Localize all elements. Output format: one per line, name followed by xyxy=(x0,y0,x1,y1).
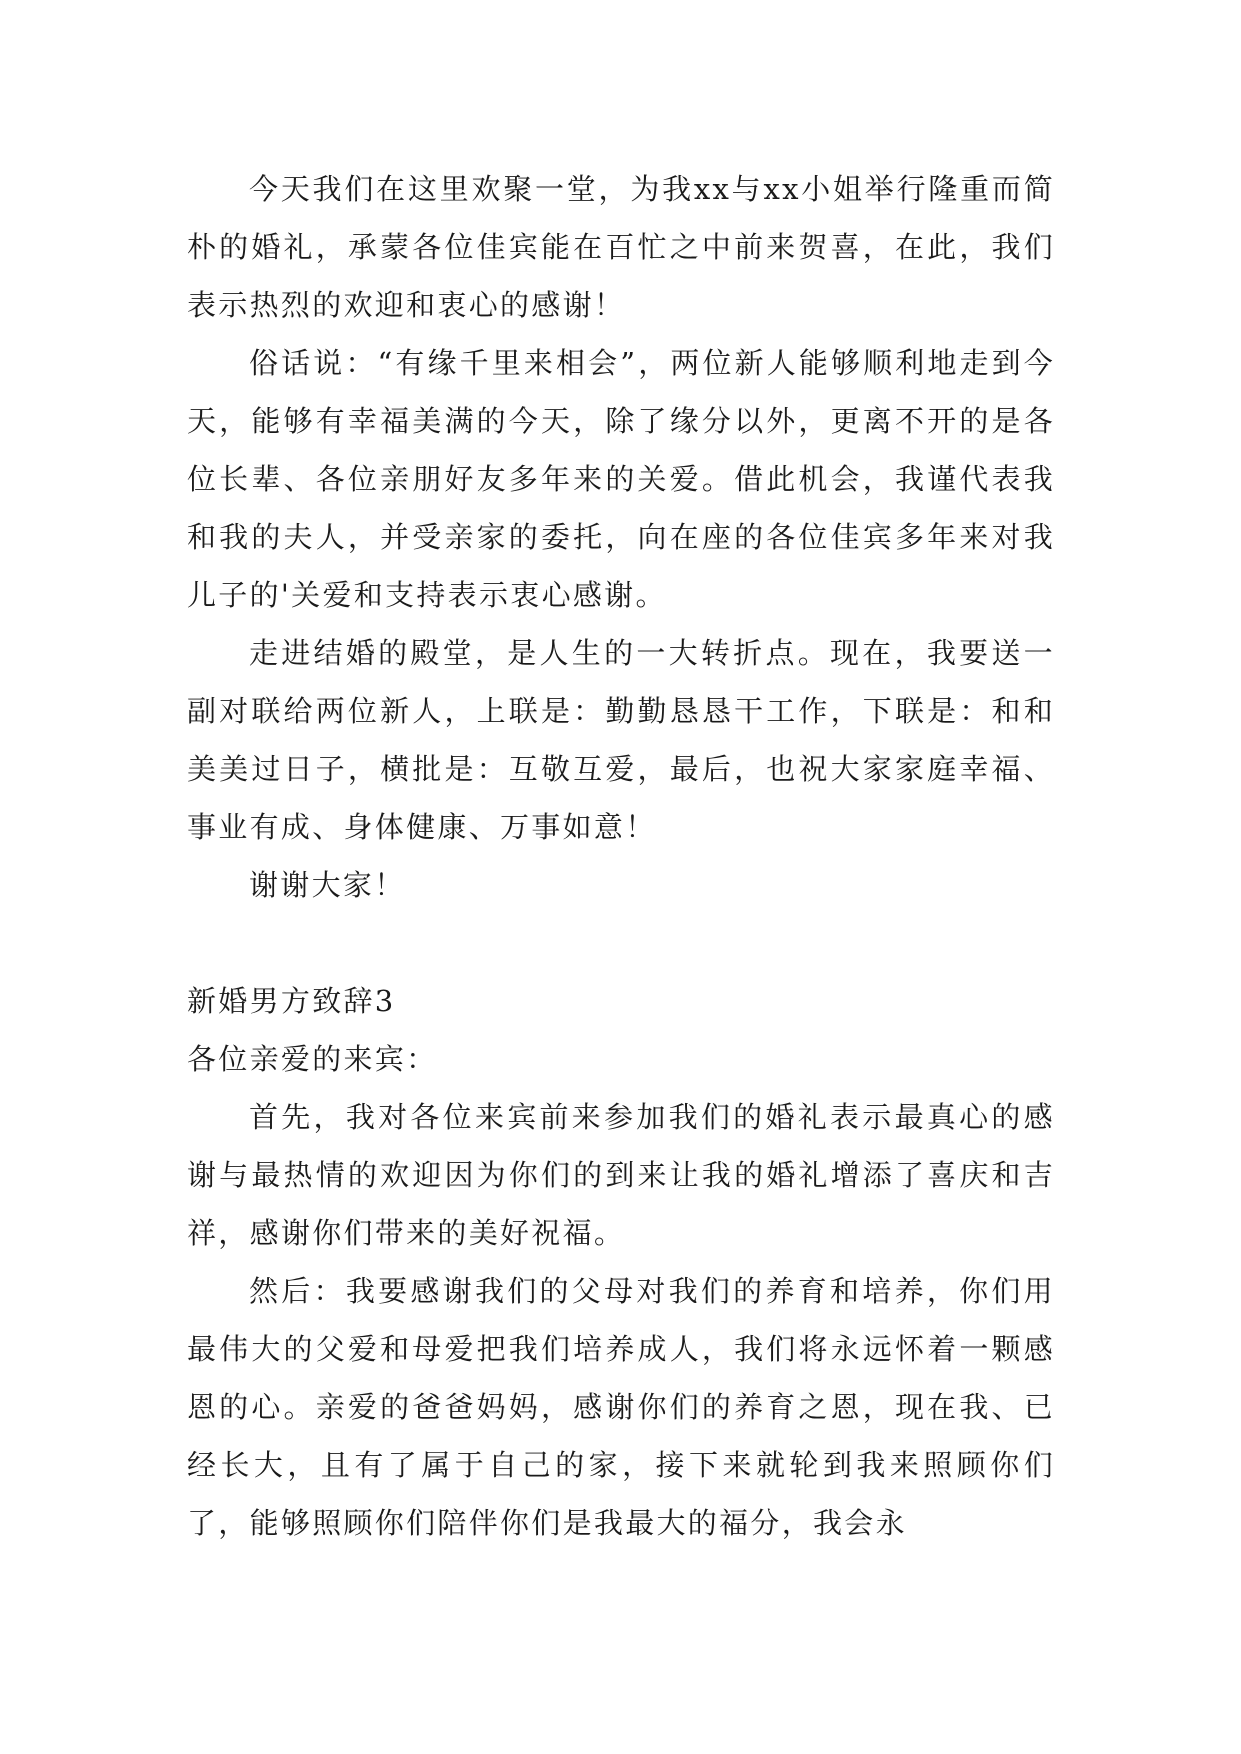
paragraph-thanks: 谢谢大家！ xyxy=(249,868,406,902)
paragraph-welcome: 今天我们在这里欢聚一堂，为我xx与xx小姐举行隆重而简朴的婚礼，承蒙各位佳宾能在百忙之中前来贺喜，在此，我们表示热烈的欢迎和衷心的感谢！ xyxy=(187,172,1055,322)
paragraph-couplet: 走进结婚的殿堂，是人生的一大转折点。现在，我要送一副对联给两位新人，上联是：勤勤恳恳干工作，下联是：和和美美过日子，横批是：互敬互爱，最后，也祝大家家庭幸福、事业有成、身体健康、万事如意！ xyxy=(187,636,1055,844)
paragraph-gratitude-parents: 然后：我要感谢我们的父母对我们的养育和培养，你们用最伟大的父爱和母爱把我们培养成人，我们将永远怀着一颗感恩的心。亲爱的爸爸妈妈，感谢你们的养育之恩，现在我、已经长大，且有了属于自己的家，接下来就轮到我来照顾你们了，能够照顾你们陪伴你们是我最大的福分，我会永 xyxy=(187,1274,1055,1540)
document-body xyxy=(187,160,1055,1552)
salutation: 各位亲爱的来宾： xyxy=(187,1042,438,1076)
paragraph-proverb: 俗话说：“有缘千里来相会”，两位新人能够顺利地走到今天，能够有幸福美满的今天，除了缘分以外，更离不开的是各位长辈、各位亲朋好友多年来的关爱。借此机会，我谨代表我和我的夫人，并受亲家的委托，向在座的各位佳宾多年来对我儿子的'关爱和支持表示衷心感谢。 xyxy=(187,346,1055,612)
section-title: 新婚男方致辞3 xyxy=(187,984,396,1018)
section-spacer xyxy=(187,914,1055,972)
paragraph-gratitude-guests: 首先，我对各位来宾前来参加我们的婚礼表示最真心的感谢与最热情的欢迎因为你们的到来让我的婚礼增添了喜庆和吉祥，感谢你们带来的美好祝福。 xyxy=(187,1100,1055,1250)
